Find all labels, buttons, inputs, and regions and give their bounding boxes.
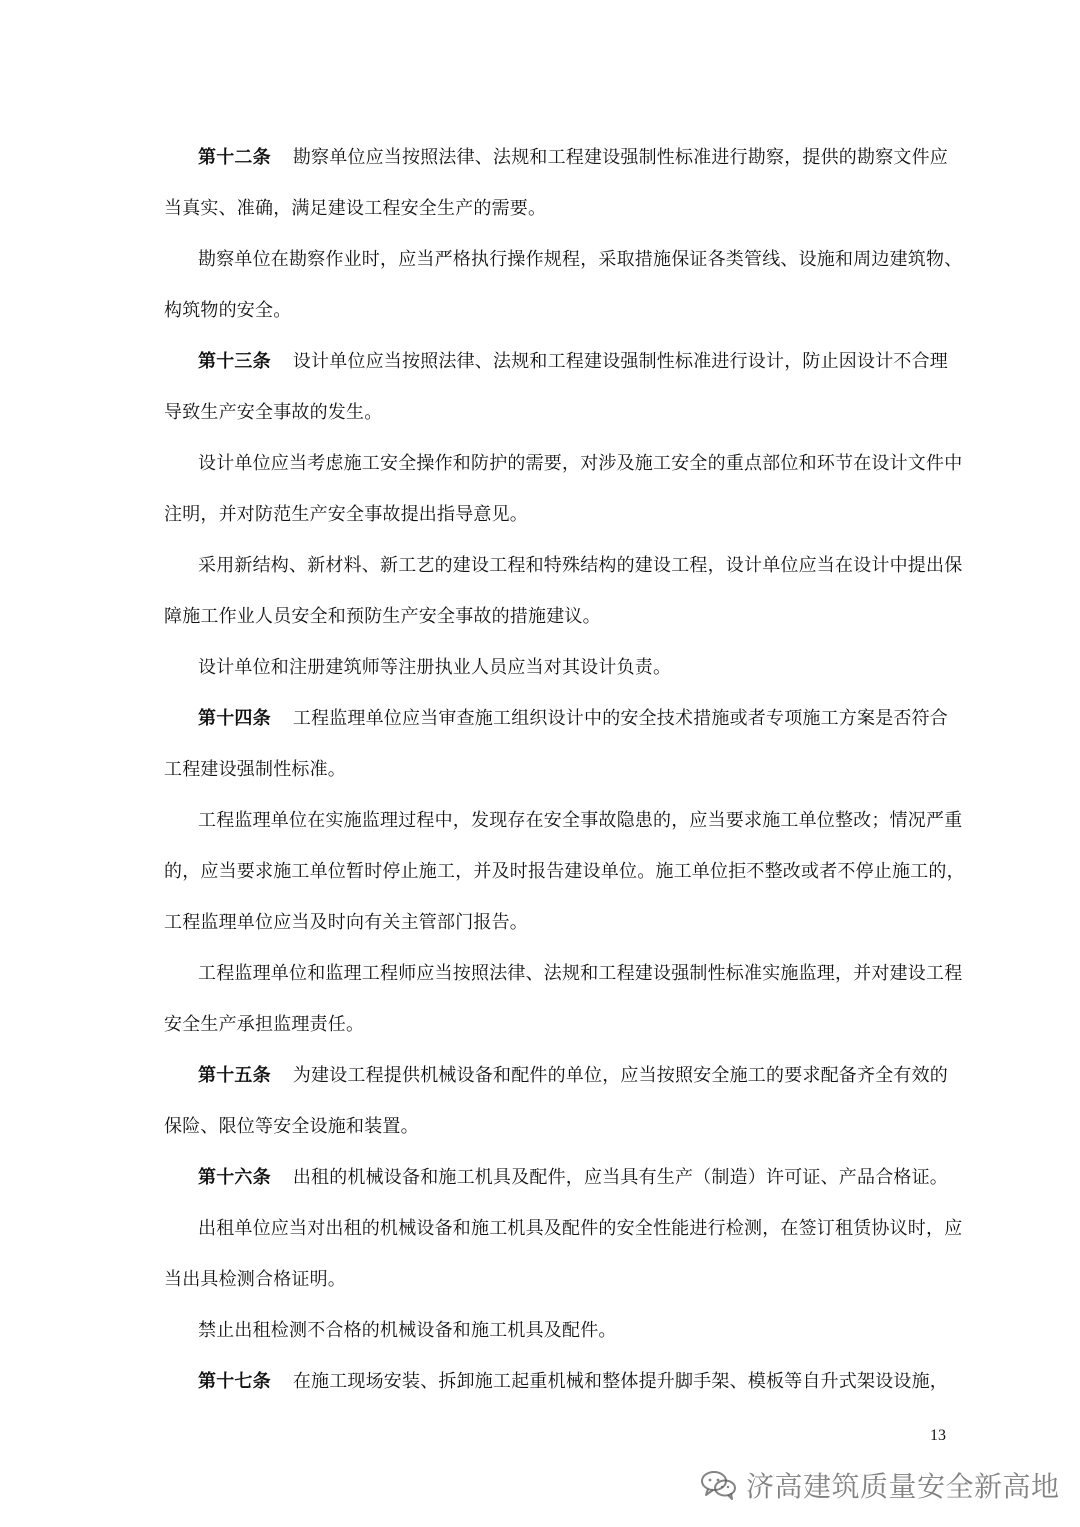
paragraph-text: 工程监理单位在实施监理过程中，发现存在安全事故隐患的，应当要求施工单位整改；情况严重: [198, 810, 963, 831]
article-13-line-7: [198, 656, 671, 680]
article-13-line-5: [198, 554, 962, 578]
article-17-heading: 第十七条: [198, 1371, 271, 1392]
paragraph-text: 工程监理单位和监理工程师应当按照法律、法规和工程建设强制性标准实施监理，并对建设工程: [198, 963, 963, 984]
article-16-line-2: [198, 1217, 962, 1241]
article-14-line-4: [164, 860, 965, 884]
paragraph-text: 禁止出租检测不合格的机械设备和施工机具及配件。: [198, 1320, 617, 1341]
paragraph-text: 设计单位应当按照法律、法规和工程建设强制性标准进行设计，防止因设计不合理: [292, 351, 949, 372]
article-13-line-3: [198, 452, 962, 476]
paragraph-text: 注明，并对防范生产安全事故提出指导意见。: [164, 504, 528, 525]
article-16-line-3: [164, 1268, 346, 1292]
article-14-line-3: [198, 809, 962, 833]
paragraph-text: 勘察单位应当按照法律、法规和工程建设强制性标准进行勘察，提供的勘察文件应: [292, 147, 949, 168]
paragraph-text: 采用新结构、新材料、新工艺的建设工程和特殊结构的建设工程，设计单位应当在设计中提出保: [198, 555, 963, 576]
article-15-line-1: [198, 1064, 948, 1088]
paragraph-text: 障施工作业人员安全和预防生产安全事故的措施建议。: [164, 606, 601, 627]
article-17-line-1: [198, 1370, 948, 1394]
paragraph-text: 当出具检测合格证明。: [164, 1269, 346, 1290]
article-12-line-2: [164, 197, 546, 221]
article-13-line-2: [164, 401, 382, 425]
article-14-line-1: [198, 707, 948, 731]
paragraph-text: 的，应当要求施工单位暂时停止施工，并及时报告建设单位。施工单位拒不整改或者不停止施工的，: [164, 861, 965, 882]
paragraph-text: 为建设工程提供机械设备和配件的单位，应当按照安全施工的要求配备齐全有效的: [292, 1065, 949, 1086]
article-13-line-6: [164, 605, 601, 629]
article-14-line-6: [198, 962, 962, 986]
paragraph-text: 保险、限位等安全设施和装置。: [164, 1116, 419, 1137]
article-14-line-5: [164, 911, 528, 935]
article-13-line-1: [198, 350, 948, 374]
page-number: 13: [930, 1427, 946, 1444]
paragraph-text: 工程建设强制性标准。: [164, 759, 346, 780]
paragraph-text: 出租的机械设备和施工机具及配件，应当具有生产（制造）许可证、产品合格证。: [292, 1167, 949, 1188]
paragraph-text: 出租单位应当对出租的机械设备和施工机具及配件的安全性能进行检测，在签订租赁协议时，应: [198, 1218, 963, 1239]
paragraph-text: 工程监理单位应当及时向有关主管部门报告。: [164, 912, 528, 933]
article-13-line-4: [164, 503, 528, 527]
article-12-line-4: [164, 299, 291, 323]
paragraph-text: 工程监理单位应当审查施工组织设计中的安全技术措施或者专项施工方案是否符合: [292, 708, 949, 729]
article-16-heading: 第十六条: [198, 1167, 271, 1188]
paragraph-text: 构筑物的安全。: [164, 300, 292, 321]
paragraph-text: 勘察单位在勘察作业时，应当严格执行操作规程，采取措施保证各类管线、设施和周边建筑物、: [198, 249, 963, 270]
paragraph-text: 当真实、准确，满足建设工程安全生产的需要。: [164, 198, 547, 219]
wechat-icon: [700, 1469, 738, 1501]
paragraph-text: 导致生产安全事故的发生。: [164, 402, 383, 423]
watermark: [700, 1464, 1060, 1506]
paragraph-text: 在施工现场安装、拆卸施工起重机械和整体提升脚手架、模板等自升式架设设施，: [292, 1371, 949, 1392]
article-14-line-2: [164, 758, 346, 782]
article-12-line-1: [198, 146, 948, 170]
article-13-heading: 第十三条: [198, 351, 271, 372]
article-15-line-2: [164, 1115, 419, 1139]
paragraph-text: 设计单位和注册建筑师等注册执业人员应当对其设计负责。: [198, 657, 672, 678]
article-16-line-1: [198, 1166, 948, 1190]
article-16-line-4: [198, 1319, 617, 1343]
article-12-line-3: [198, 248, 962, 272]
article-15-heading: 第十五条: [198, 1065, 271, 1086]
article-14-heading: 第十四条: [198, 708, 271, 729]
article-14-line-7: [164, 1013, 364, 1037]
paragraph-text: 安全生产承担监理责任。: [164, 1014, 365, 1035]
watermark-text: 济高建筑质量安全新高地: [746, 1470, 1060, 1503]
paragraph-text: 设计单位应当考虑施工安全操作和防护的需要，对涉及施工安全的重点部位和环节在设计文件中: [198, 453, 963, 474]
article-12-heading: 第十二条: [198, 147, 271, 168]
